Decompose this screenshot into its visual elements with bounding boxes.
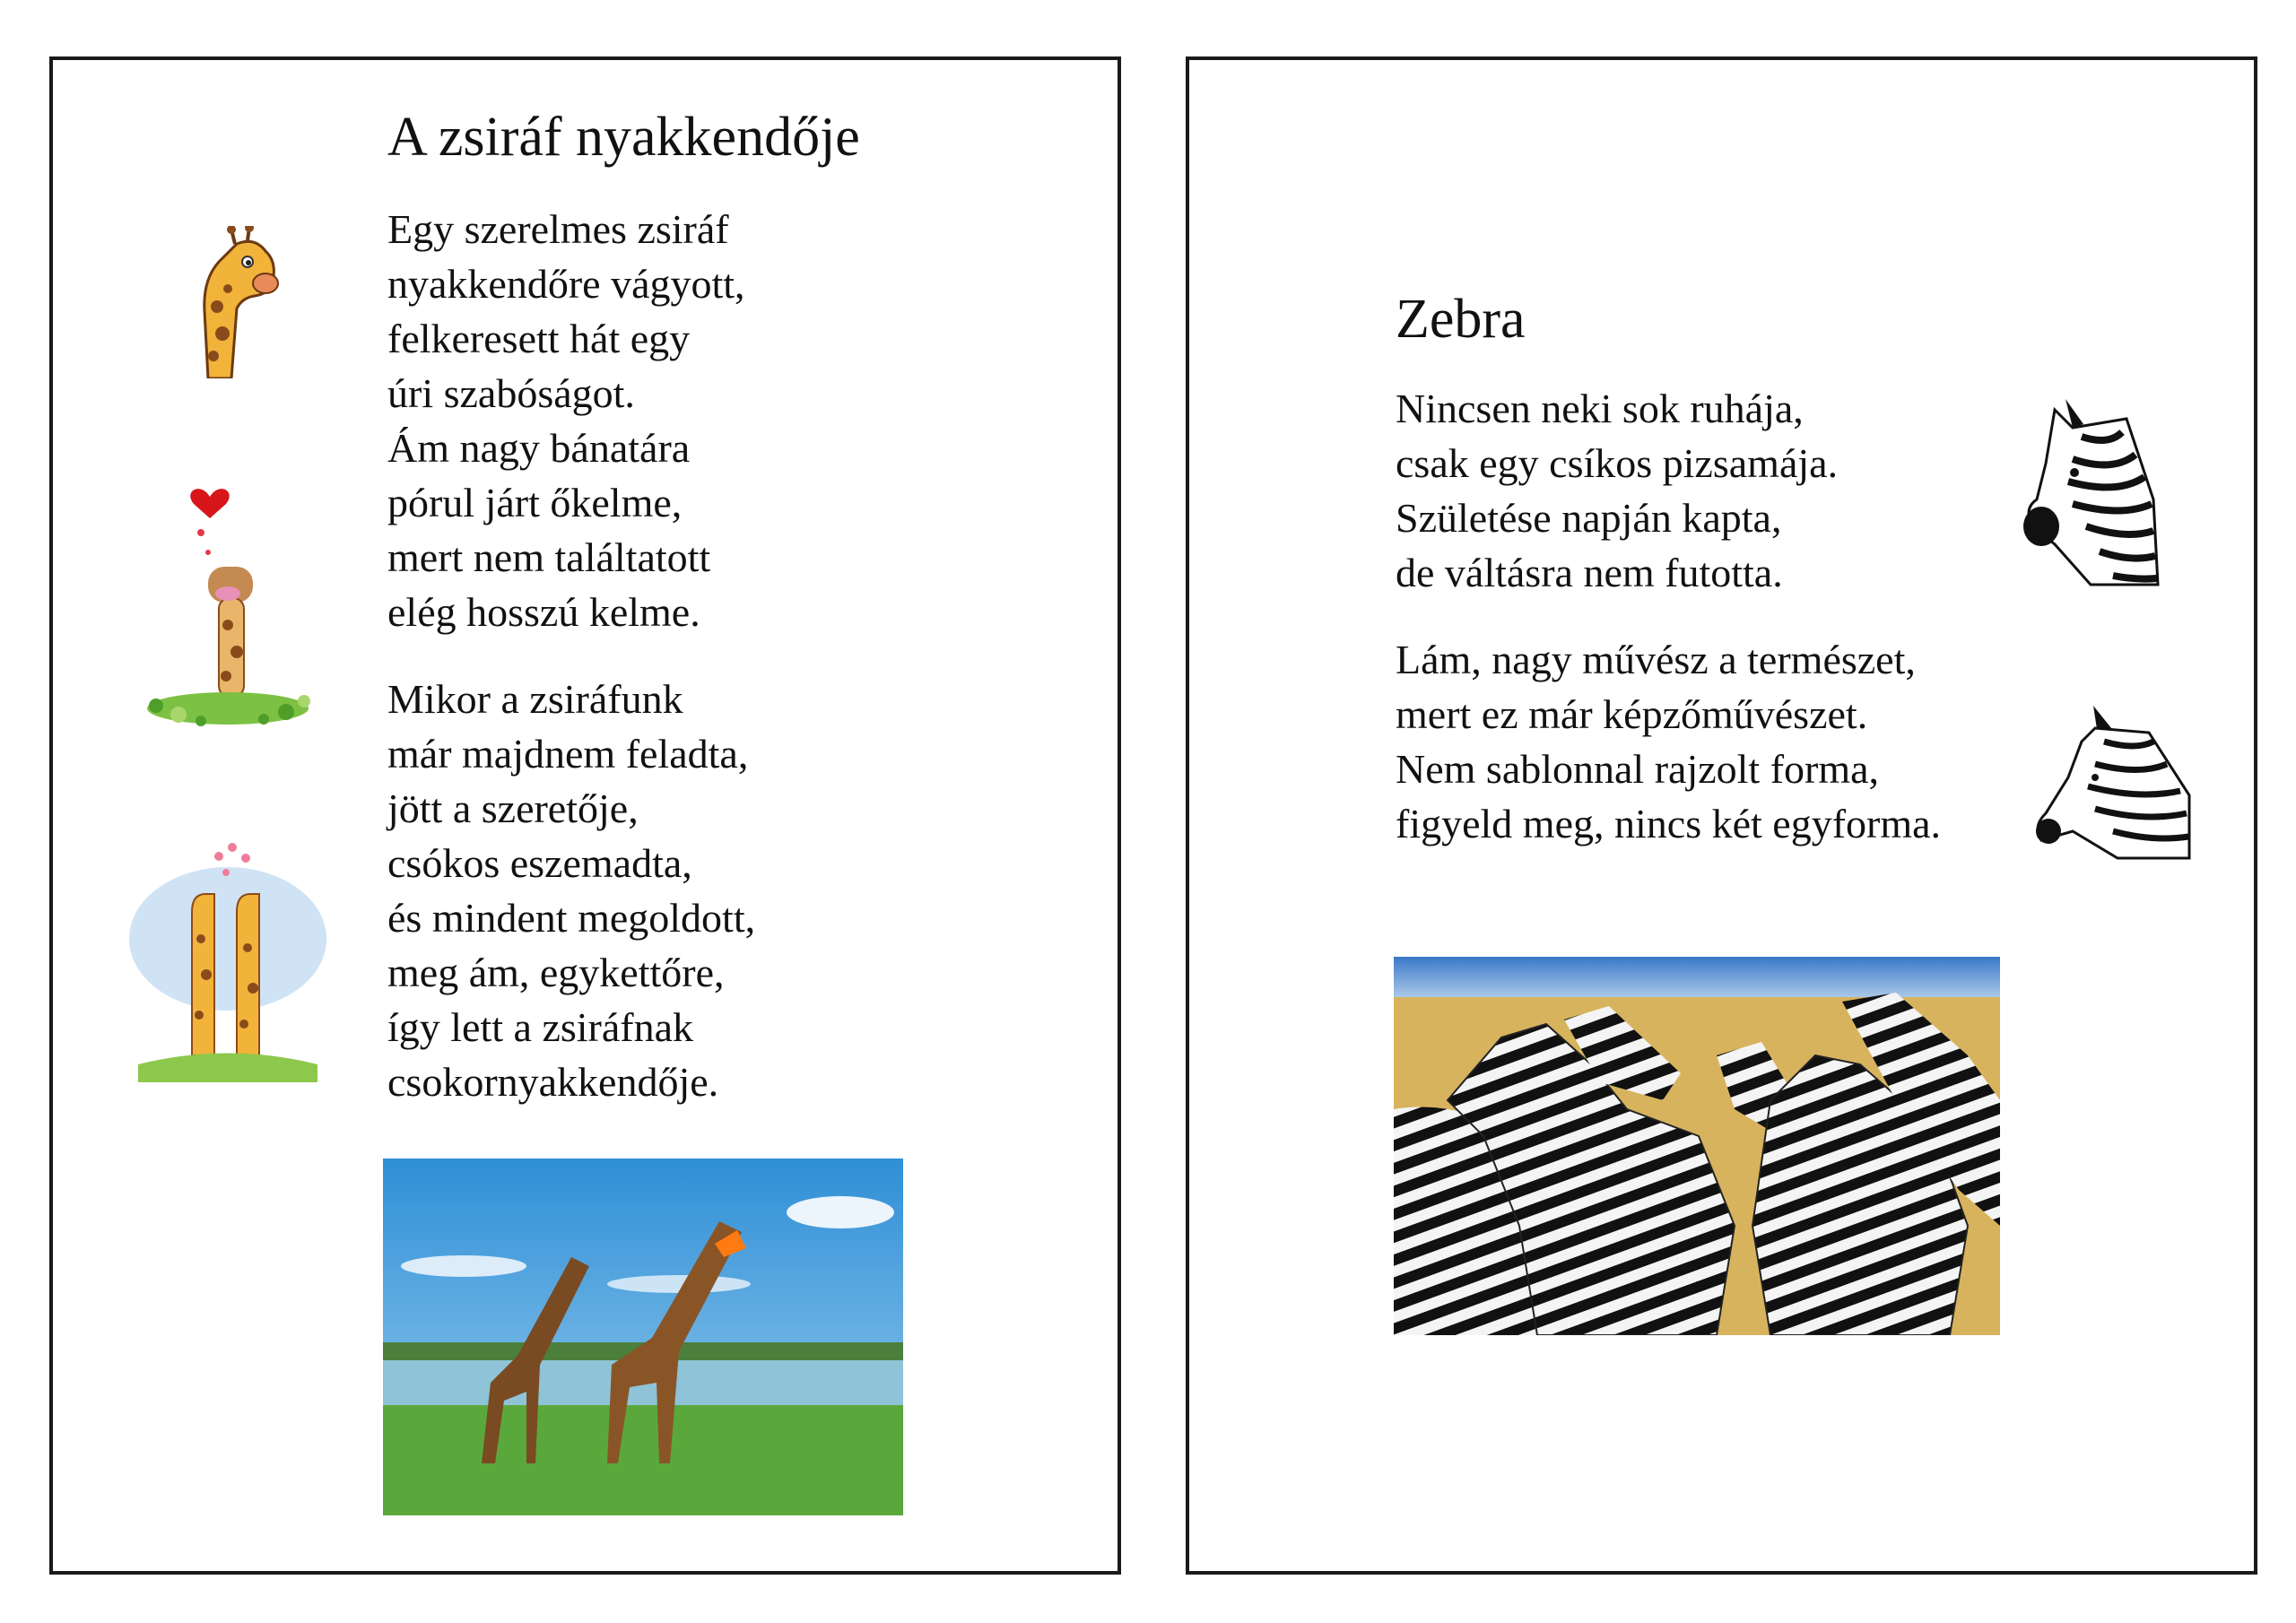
poem-line: mert ez már képzőművészet. bbox=[1396, 691, 1868, 737]
poem-line: Ám nagy bánatára bbox=[387, 425, 691, 471]
right-page bbox=[1186, 56, 2257, 1575]
poem-line: Születése napján kapta, bbox=[1396, 495, 1782, 541]
poem-line: pórul járt őkelme, bbox=[387, 480, 683, 525]
poem-line: mert nem találtatott bbox=[387, 534, 711, 580]
poem-line: és mindent megoldott, bbox=[387, 895, 756, 941]
giraffe-head-illustration bbox=[192, 226, 282, 378]
poem-line: nyakkendőre vágyott, bbox=[387, 261, 745, 307]
giraffe-photo bbox=[383, 1159, 903, 1515]
poem-line: Mikor a zsiráfunk bbox=[387, 676, 683, 722]
poem-line: de váltásra nem futotta. bbox=[1396, 550, 1783, 595]
poem-line: csokornyakkendője. bbox=[387, 1059, 719, 1105]
right-stanza-2 bbox=[1396, 632, 1941, 851]
right-poem-title: Zebra bbox=[1396, 289, 1526, 350]
poem-line: jött a szeretője, bbox=[387, 785, 639, 831]
poem-line: csak egy csíkos pizsamája. bbox=[1396, 440, 1839, 486]
poem-line: figyeld meg, nincs két egyforma. bbox=[1396, 801, 1942, 846]
left-stanza-1 bbox=[387, 202, 745, 639]
poem-line: már majdnem feladta, bbox=[387, 731, 749, 777]
zebra-herd-photo bbox=[1394, 957, 2000, 1335]
poem-line: felkeresett hát egy bbox=[387, 316, 691, 361]
left-stanza-2 bbox=[387, 672, 755, 1109]
poem-line: elég hosszú kelme. bbox=[387, 589, 700, 635]
poem-line: Nincsen neki sok ruhája, bbox=[1396, 386, 1804, 431]
poem-line: meg ám, egykettőre, bbox=[387, 950, 725, 995]
poem-line: Lám, nagy művész a természet, bbox=[1396, 637, 1916, 682]
zebra-head-illustration bbox=[2032, 679, 2194, 867]
right-stanza-1 bbox=[1396, 381, 1838, 600]
giraffe-heart-illustration bbox=[138, 477, 317, 728]
poem-line: Nem sablonnal rajzolt forma, bbox=[1396, 746, 1880, 792]
poem-line: Egy szerelmes zsiráf bbox=[387, 206, 729, 252]
poem-line: így lett a zsiráfnak bbox=[387, 1004, 694, 1050]
poem-line: csókos eszemadta, bbox=[387, 840, 692, 886]
left-poem-title: A zsiráf nyakkendője bbox=[387, 107, 860, 168]
left-page bbox=[49, 56, 1121, 1575]
zebra-head-illustration bbox=[2019, 392, 2162, 589]
poem-line: úri szabóságot. bbox=[387, 370, 635, 416]
giraffe-couple-illustration bbox=[129, 840, 326, 1082]
